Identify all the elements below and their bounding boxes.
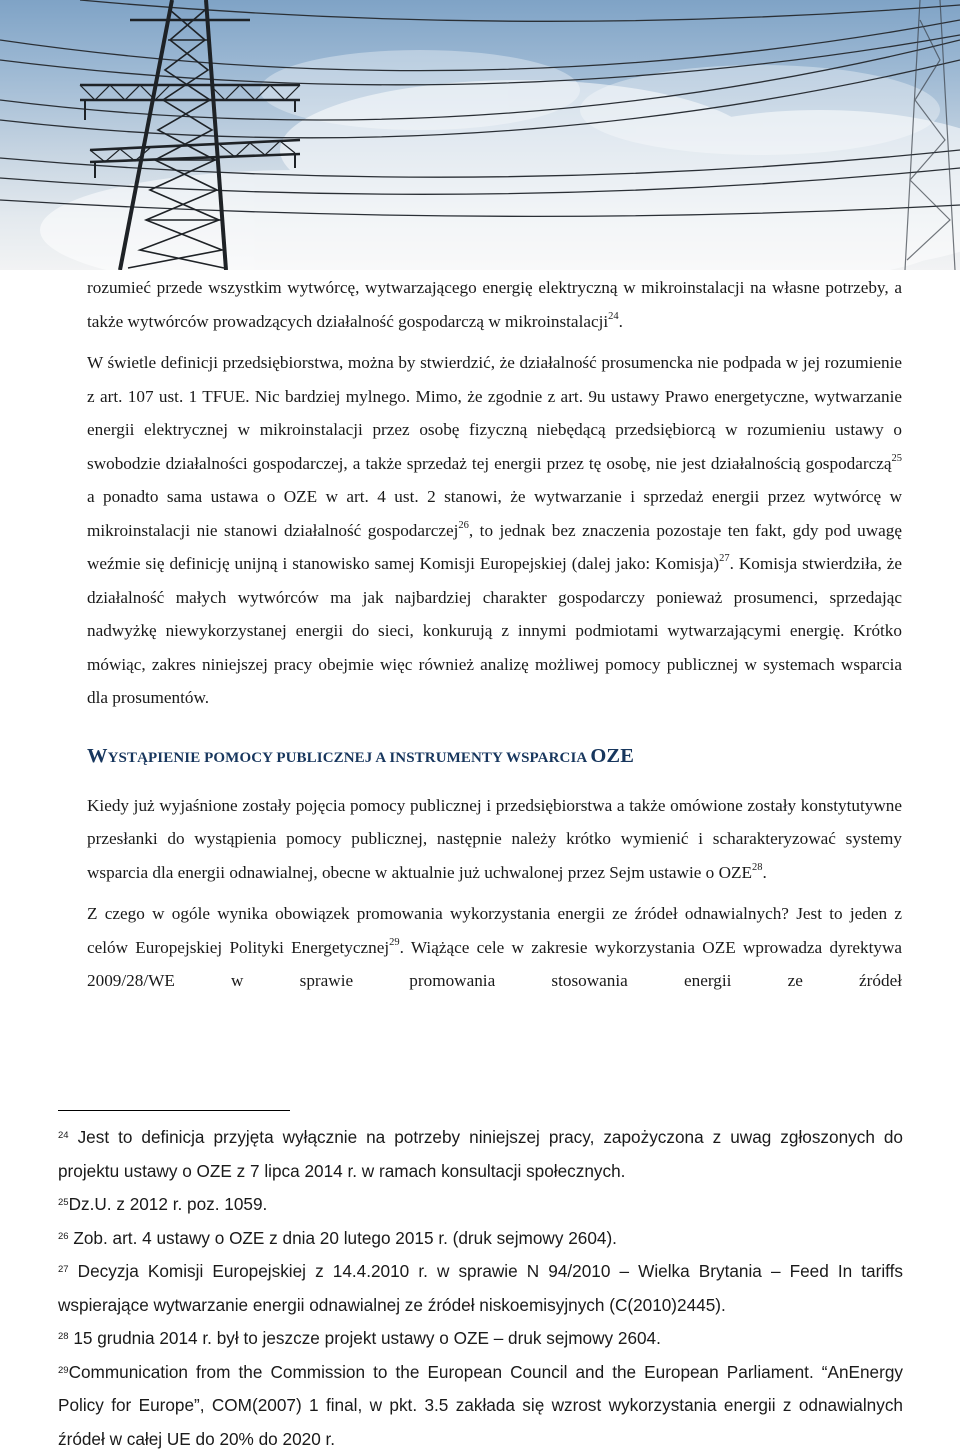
footnote-text: Communication from the Commission to the European Council and the European Parliament. “AnEnergy Policy for Europe”, COM(2007) 1 final, w pkt. 3.5 zakłada się wzrost wykorzystania energii z odnawialnych źródeł w całej UE do 20% do 2020 r. bbox=[58, 1362, 903, 1449]
footnote-text: Zob. art. 4 ustawy o OZE z dnia 20 lutego 2015 r. (druk sejmowy 2604). bbox=[69, 1228, 617, 1248]
footnote-number: 26 bbox=[58, 1231, 69, 1242]
document-body bbox=[87, 270, 902, 998]
text-run: . Wiążące cele w zakresie wykorzystania OZE wprowadza dyrektywa 2009/28/WE w sprawie promowania stosowania energii ze źródeł bbox=[87, 938, 902, 991]
text-run: W świetle definicji przedsiębiorstwa, można by stwierdzić, że działalność prosumencka nie podpada w jej rozumienie z art. 107 ust. 1 TFUE. Nic bardziej mylnego. Mimo, że zgodnie z art. 9u ustawy Prawo energetyczne, wytwarzanie energii elektrycznej w mikroinstalacji przez osobę fizyczną niebędącą przedsiębiorcą w rozumieniu ustawy o swobodzie działalności gospodarczej, a także sprzedaż tej energii przez tę osobę, nie jest działalnością gospodarczą bbox=[87, 353, 902, 473]
text-run: , to jednak bez znaczenia pozostaje ten fakt, gdy pod uwagę weźmie się definicję unijną i stanowisko samej Komisji Europejskiej (dalej jako: Komisja) bbox=[87, 521, 902, 574]
header-photo-power-pylon bbox=[0, 0, 960, 270]
footnote-ref[interactable]: 29 bbox=[389, 937, 400, 948]
paragraph bbox=[87, 789, 902, 890]
text-run: Z czego w ogóle wynika obowiązek promowania wykorzystania energii ze źródeł odnawialnych? Jest to jeden z celów Europejskiej Polityki Energetycznej bbox=[87, 904, 902, 957]
footnote bbox=[58, 1188, 903, 1222]
footnote-number: 28 bbox=[58, 1331, 69, 1342]
footnote bbox=[58, 1222, 903, 1256]
paragraph bbox=[87, 346, 902, 715]
footnote-list bbox=[58, 1121, 903, 1456]
footnote-number: 24 bbox=[58, 1130, 69, 1141]
footnote-ref[interactable]: 24 bbox=[608, 311, 619, 322]
paragraph bbox=[87, 271, 902, 338]
footnote bbox=[58, 1255, 903, 1322]
text-run: . bbox=[619, 312, 623, 331]
text-run: . bbox=[762, 863, 766, 882]
footnote-ref[interactable]: 27 bbox=[719, 553, 730, 564]
body-paragraphs bbox=[87, 271, 902, 715]
footnotes bbox=[58, 1110, 903, 1456]
footnote-text: Dz.U. z 2012 r. poz. 1059. bbox=[69, 1194, 268, 1214]
footnote bbox=[58, 1121, 903, 1188]
footnote-ref[interactable]: 25 bbox=[892, 453, 903, 464]
heading-capital: OZE bbox=[590, 745, 634, 767]
footnote-number: 29 bbox=[58, 1365, 69, 1376]
text-run: YSTĄPIENIE POMOCY PUBLICZNEJ A INSTRUMENTY WSPARCIA bbox=[108, 750, 591, 766]
section-heading bbox=[87, 743, 902, 771]
section-paragraphs bbox=[87, 789, 902, 998]
footnote-text: 15 grudnia 2014 r. był to jeszcze projekt ustawy o OZE – druk sejmowy 2604. bbox=[69, 1328, 661, 1348]
footnote-text: Jest to definicja przyjęta wyłącznie na potrzeby niniejszej pracy, zapożyczona z uwag zgłoszonych do projektu ustawy o OZE z 7 lipca 2014 r. w ramach konsultacji społecznych. bbox=[58, 1127, 903, 1181]
text-run: rozumieć przede wszystkim wytwórcę, wytwarzającego energię elektryczną w mikroinstalacji na własne potrzeby, a także wytwórców prowadzących działalność gospodarczą w mikroinstalacji bbox=[87, 278, 902, 331]
footnote-number: 25 bbox=[58, 1197, 69, 1208]
footnote-ref[interactable]: 28 bbox=[752, 862, 763, 873]
text-run: Kiedy już wyjaśnione zostały pojęcia pomocy publicznej i przedsiębiorstwa a także omówione zostały konstytutywne przesłanki do wystąpienia pomocy publicznej, następnie należy krótko wymienić i scharakteryzować systemy wsparcia dla energii odnawialnej, obecne w aktualnie już uchwalonej przez Sejm ustawie o OZE bbox=[87, 796, 902, 882]
heading-capital: W bbox=[87, 745, 108, 767]
footnote-ref[interactable]: 26 bbox=[458, 520, 469, 531]
footnote-separator bbox=[58, 1110, 290, 1111]
footnote bbox=[58, 1322, 903, 1356]
text-run: a ponadto sama ustawa o OZE w art. 4 ust. 2 stanowi, że wytwarzanie i sprzedaż energii przez wytwórcę w mikroinstalacji nie stanowi działalność gospodarczej bbox=[87, 487, 902, 540]
paragraph bbox=[87, 897, 902, 998]
footnote-number: 27 bbox=[58, 1264, 69, 1275]
power-pylon-illustration bbox=[0, 0, 960, 270]
text-run: . Komisja stwierdziła, że działalność małych wytwórców ma jak najbardziej charakter gospodarczy ponieważ prosumenci, sprzedając nadwyżkę niewykorzystanej energii do sieci, konkurują z innymi podmiotami wytwarzającymi energię. Krótko mówiąc, zakres niniejszej pracy obejmie więc również analizę możliwej pomocy publicznej w systemach wsparcia dla prosumentów. bbox=[87, 554, 902, 707]
footnote-text: Decyzja Komisji Europejskiej z 14.4.2010 r. w sprawie N 94/2010 – Wielka Brytania – Feed In tariffs wspierające wytwarzanie energii odnawialnej ze źródeł niskoemisyjnych (C(2010)2445). bbox=[58, 1261, 903, 1315]
footnote bbox=[58, 1356, 903, 1456]
